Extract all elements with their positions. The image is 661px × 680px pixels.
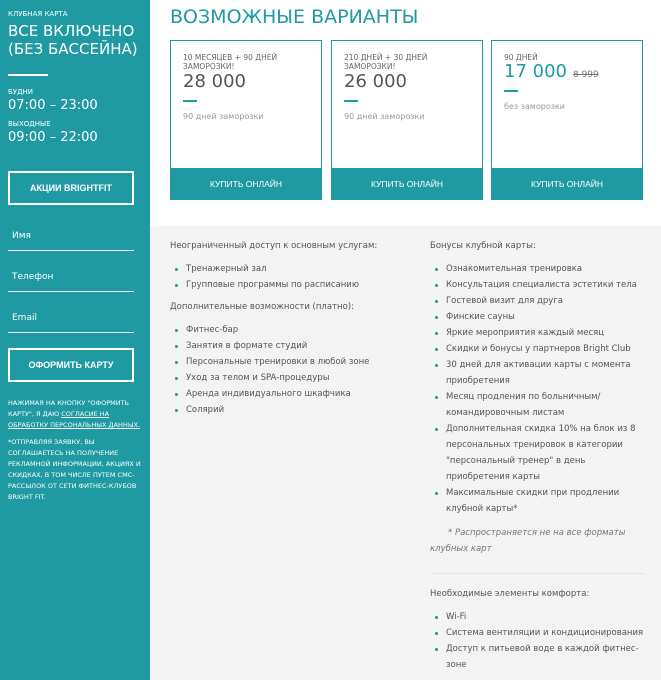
list-item: Месяц продления по больничным/командировочным листам (430, 389, 645, 421)
list-item: Доступ к питьевой воде в каждой фитнес-зоне (430, 641, 645, 673)
divider (8, 74, 48, 76)
divider (430, 573, 645, 574)
list-item: Система вентиляции и кондиционирования (430, 625, 645, 641)
buy-online-button[interactable]: КУПИТЬ ОНЛАЙН (491, 168, 643, 200)
basic-services-list (170, 261, 410, 293)
list-item: Солярий (170, 402, 410, 418)
promo-button[interactable]: АКЦИИ BRIGHTFIT (8, 171, 134, 205)
options-title: ВОЗМОЖНЫЕ ВАРИАНТЫ (170, 6, 419, 28)
list-item: Консультация специалиста эстетики тела (430, 277, 645, 293)
option-price-row (492, 61, 642, 82)
list-item: Аренда индивидуального шкафчика (170, 386, 410, 402)
email-input[interactable]: Email (8, 307, 134, 333)
buy-online-button[interactable]: КУПИТЬ ОНЛАЙН (331, 168, 483, 200)
list-item: Скидки и бонусы у партнеров Bright Club (430, 341, 645, 357)
section-heading: Неограниченный доступ к основным услугам: (170, 241, 378, 251)
option-sub: 90 дней заморозки (344, 112, 425, 121)
section-heading: Необходимые элементы комфорта: (430, 589, 590, 599)
name-input[interactable]: Имя (8, 225, 134, 251)
list-item: Уход за телом и SPA-процедуры (170, 370, 410, 386)
services-column (170, 232, 410, 422)
option-price: 28 000 (183, 71, 246, 92)
section-heading: Бонусы клубной карты: (430, 241, 536, 251)
card-label: КЛУБНАЯ КАРТА (8, 10, 68, 18)
list-item: Финские сауны (430, 309, 645, 325)
old-price: 8 999 (572, 70, 599, 80)
option-price: 26 000 (344, 71, 407, 92)
sidebar (0, 0, 150, 680)
card-title: ВСЕ ВКЛЮЧЕНО (БЕЗ БАССЕЙНА) (8, 22, 138, 58)
list-item: Тренажерный зал (170, 261, 410, 277)
weekdays-label: БУДНИ (8, 88, 34, 96)
list-item: Групповые программы по расписанию (170, 277, 410, 293)
options-section (150, 0, 661, 226)
consent-link[interactable]: СОГЛАСИЕ НА ОБРАБОТКУ ПЕРСОНАЛЬНЫХ ДАННЫХ. (8, 410, 141, 429)
option-price: 17 000 (504, 61, 567, 82)
submit-card-button[interactable]: ОФОРМИТЬ КАРТУ (8, 348, 134, 382)
option-card (170, 40, 322, 200)
list-item: Фитнес-бар (170, 322, 410, 338)
accent-bar (344, 100, 358, 102)
accent-bar (183, 100, 197, 102)
accent-bar (504, 90, 518, 92)
option-label: 90 ДНЕЙ (504, 53, 538, 62)
disclaimer: *ОТПРАВЛЯЯ ЗАЯВКУ, ВЫ СОГЛАШАЕТЕСЬ НА ПОЛУЧЕНИЕ РЕКЛАМНОЙ ИНФОРМАЦИИ, АКЦИЯХ И СКИДКАХ, В ТОМ ЧИСЛЕ ПУТЕМ СМС-РАССЫЛОК ОТ СЕТИ ФИТНЕС-КЛУБОВ BRIGHT FIT. (8, 438, 141, 501)
bonus-list (430, 261, 645, 517)
list-item: 30 дней для активации карты с момента приобретения (430, 357, 645, 389)
option-card (331, 40, 483, 200)
list-item: Персональные тренировки в любой зоне (170, 354, 410, 370)
extra-services-list (170, 322, 410, 418)
consent-note (8, 398, 142, 431)
weekend-time: 09:00 – 22:00 (8, 130, 98, 145)
list-item: Яркие мероприятия каждый месяц (430, 325, 645, 341)
list-item: Ознакомительная тренировка (430, 261, 645, 277)
buy-online-button[interactable]: КУПИТЬ ОНЛАЙН (170, 168, 322, 200)
option-sub: 90 дней заморозки (183, 112, 264, 121)
option-card (491, 40, 643, 200)
list-item: Wi-Fi (430, 609, 645, 625)
footnote: * Распространяется не на все форматы клубных карт (430, 528, 626, 554)
list-item: Гостевой визит для друга (430, 293, 645, 309)
option-label: 10 МЕСЯЦЕВ + 90 ДНЕЙ ЗАМОРОЗКИ! (183, 53, 278, 71)
weekdays-time: 07:00 – 23:00 (8, 98, 98, 113)
weekend-label: ВЫХОДНЫЕ (8, 120, 51, 128)
consent-text: НАЖИМАЯ НА КНОПКУ "ОФОРМИТЬ КАРТУ", Я ДАЮ (8, 399, 130, 418)
phone-input[interactable]: Телефон (8, 266, 134, 292)
list-item: Занятия в формате студий (170, 338, 410, 354)
option-label: 210 ДНЕЙ + 30 ДНЕЙ ЗАМОРОЗКИ! (344, 53, 428, 71)
list-item: Максимальные скидки при продлении клубной карты* (430, 485, 645, 517)
comfort-list (430, 609, 645, 673)
bonuses-column (430, 232, 645, 677)
list-item: Дополнительная скидка 10% на блок из 8 персональных тренировок в категории "персональный тренер" в день приобретения карты (430, 421, 645, 485)
section-heading: Дополнительные возможности (платно): (170, 302, 354, 312)
option-sub: без заморозки (504, 102, 565, 111)
